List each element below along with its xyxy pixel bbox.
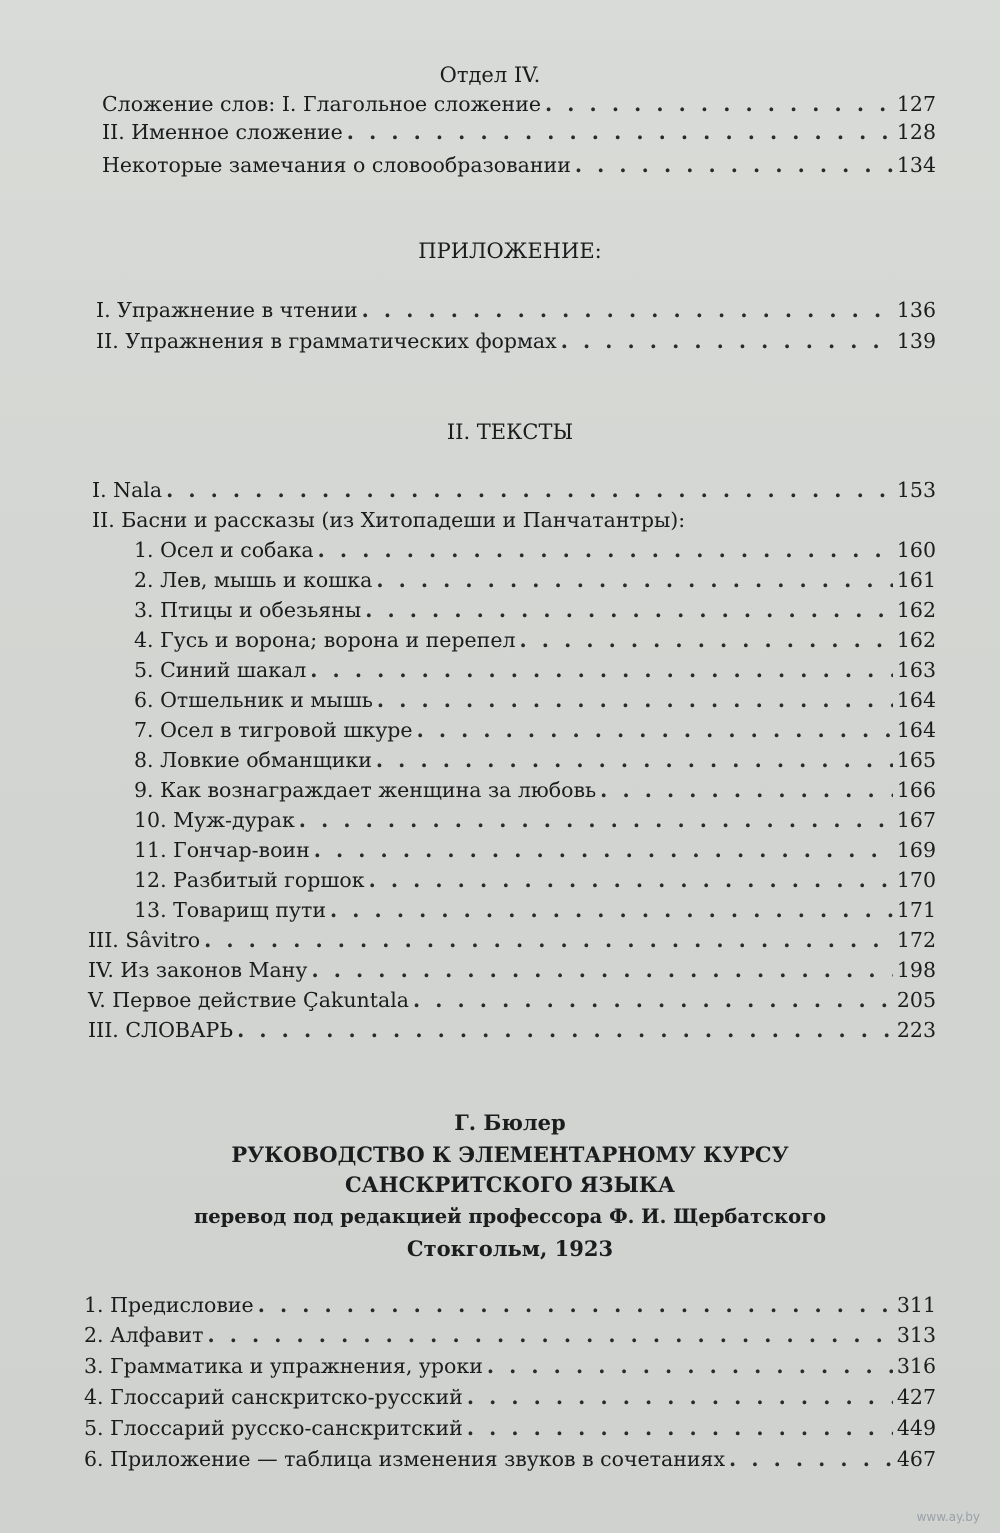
- toc-entry: [134, 900, 936, 921]
- leader-dots: [362, 300, 893, 321]
- toc-entry-page: 449: [896, 1416, 936, 1440]
- toc-entry-title: 9. Как вознаграждает женщина за любовь: [134, 778, 597, 802]
- toc-entry-title: V. Первое действие Çakuntala: [88, 988, 409, 1012]
- toc-entry: [134, 600, 936, 621]
- leader-dots: [166, 480, 893, 501]
- toc-entry: [92, 480, 936, 501]
- toc-entry-title: 11. Гончар-воин: [134, 838, 310, 862]
- toc-entry: [88, 930, 936, 951]
- toc-entry-page: 164: [896, 688, 936, 712]
- toc-entry: [134, 840, 936, 861]
- buhler-title-line2: САНСКРИТСКОГО ЯЗЫКА: [344, 1172, 676, 1197]
- leader-dots: [377, 690, 893, 711]
- toc-entry-page: 172: [896, 928, 936, 952]
- toc-entry-title: 8. Ловкие обманщики: [134, 748, 372, 772]
- toc-entry-title: 6. Приложение — таблица изменения звуков в сочетаниях: [84, 1447, 726, 1471]
- buhler-author: Г. Бюлер: [454, 1110, 566, 1135]
- toc-entry-title: 3. Птицы и обезьяны: [134, 598, 362, 622]
- toc-entry: [84, 1449, 936, 1470]
- toc-entry: [102, 155, 936, 176]
- toc-entry-title: IV. Из законов Ману: [88, 958, 308, 982]
- toc-entry-title: I. Nala: [92, 478, 163, 502]
- toc-entry-page: 164: [896, 718, 936, 742]
- toc-entry-page: 165: [896, 748, 936, 772]
- toc-entry-title: 1. Предисловие: [84, 1293, 254, 1317]
- leader-dots: [314, 840, 893, 861]
- section-iv-heading: Отдел IV.: [439, 63, 541, 87]
- toc-entry: [96, 300, 936, 321]
- toc-entry: [84, 1356, 936, 1377]
- toc-entry-title: 7. Осел в тигровой шкуре: [134, 718, 413, 742]
- leader-dots: [575, 155, 893, 176]
- toc-entry-page: 313: [896, 1323, 936, 1347]
- toc-entry: [134, 780, 936, 801]
- toc-entry-title: II. Именное сложение: [102, 120, 343, 144]
- toc-entry-title: 6. Отшельник и мышь: [134, 688, 373, 712]
- texts-heading: II. ТЕКСТЫ: [446, 420, 574, 444]
- toc-entry-page: 170: [896, 868, 936, 892]
- toc-entry: [134, 750, 936, 771]
- leader-dots: [487, 1356, 893, 1377]
- toc-entry-title: 4. Глоссарий санскритско-русский: [84, 1385, 463, 1409]
- toc-entry-page: 198: [896, 958, 936, 982]
- leader-dots: [729, 1449, 893, 1470]
- toc-entry: [88, 960, 936, 981]
- leader-dots: [330, 900, 893, 921]
- toc-entry-page: 316: [896, 1354, 936, 1378]
- toc-entry: [134, 870, 936, 891]
- buhler-place-year: Стокгольм, 1923: [406, 1236, 614, 1261]
- toc-entry-title: I. Упражнение в чтении: [96, 298, 358, 322]
- leader-dots: [365, 600, 893, 621]
- toc-entry-page: 171: [896, 898, 936, 922]
- watermark: www.ay.by: [916, 1510, 980, 1524]
- leader-dots: [311, 960, 892, 981]
- toc-entry-page: 153: [896, 478, 936, 502]
- toc-entry-page: 169: [896, 838, 936, 862]
- leader-dots: [600, 780, 893, 801]
- toc-entry: [84, 1387, 936, 1408]
- toc-entry-title: 10. Муж-дурак: [134, 808, 295, 832]
- toc-entry-title: 13. Товарищ пути: [134, 898, 326, 922]
- toc-entry-page: 128: [896, 120, 936, 144]
- leader-dots: [413, 990, 893, 1011]
- toc-entry: [134, 720, 936, 741]
- toc-entry-page: 223: [896, 1018, 936, 1042]
- leader-dots: [520, 630, 893, 651]
- toc-entry-title: 4. Гусь и ворона; ворона и перепел: [134, 628, 516, 652]
- toc-entry-page: 467: [896, 1447, 936, 1471]
- toc-entry-page: 162: [896, 598, 936, 622]
- toc-entry-title: 12. Разбитый горшок: [134, 868, 365, 892]
- toc-entry-title: 3. Грамматика и упражнения, уроки: [84, 1354, 483, 1378]
- toc-entry-title: 2. Алфавит: [84, 1323, 204, 1347]
- toc-entry-title: 2. Лев, мышь и кошка: [134, 568, 373, 592]
- toc-entry: [84, 1418, 936, 1439]
- toc-entry-title: III. Sâvitro: [88, 928, 201, 952]
- toc-entry-page: 163: [896, 658, 936, 682]
- toc-entry-page: 311: [896, 1293, 936, 1317]
- buhler-translation: перевод под редакцией профессора Ф. И. Щербатского: [193, 1205, 827, 1228]
- buhler-title-line1: РУКОВОДСТВО К ЭЛЕМЕНТАРНОМУ КУРСУ: [231, 1142, 789, 1167]
- toc-entry: [134, 660, 936, 681]
- leader-dots: [545, 94, 893, 115]
- leader-dots: [258, 1295, 893, 1316]
- toc-entry-page: 205: [896, 988, 936, 1012]
- appendix-heading: ПРИЛОЖЕНИЕ:: [418, 239, 602, 263]
- leader-dots: [417, 720, 893, 741]
- toc-entry: [102, 122, 936, 143]
- leader-dots: [207, 1325, 892, 1346]
- leader-dots: [369, 870, 893, 891]
- toc-entry: [96, 331, 936, 352]
- toc-entry-page: 166: [896, 778, 936, 802]
- toc-entry-page: 160: [896, 538, 936, 562]
- toc-entry: [88, 1020, 936, 1041]
- toc-entry: [84, 1325, 936, 1346]
- leader-dots: [347, 122, 893, 143]
- toc-entry-title: II. Упражнения в грамматических формах: [96, 329, 557, 353]
- toc-entry-title: Некоторые замечания о словообразовании: [102, 153, 571, 177]
- toc-entry: [88, 990, 936, 1011]
- toc-entry-title: III. СЛОВАРЬ: [88, 1018, 234, 1042]
- toc-entry: [102, 94, 936, 115]
- fables-heading: [92, 510, 936, 531]
- toc-entry-title: Сложение слов: I. Глагольное сложение: [102, 92, 541, 116]
- toc-entry-page: 134: [896, 153, 936, 177]
- toc-entry-page: 161: [896, 568, 936, 592]
- leader-dots: [310, 660, 893, 681]
- leader-dots: [376, 570, 893, 591]
- toc-entry-page: 162: [896, 628, 936, 652]
- toc-entry-page: 127: [896, 92, 936, 116]
- toc-entry-page: 139: [896, 329, 936, 353]
- toc-entry: [84, 1295, 936, 1316]
- toc-entry: [134, 630, 936, 651]
- leader-dots: [299, 810, 893, 831]
- fables-heading-text: II. Басни и рассказы (из Хитопадеши и Панчатантры):: [92, 508, 686, 532]
- leader-dots: [561, 331, 893, 352]
- toc-entry-title: 5. Синий шакал: [134, 658, 307, 682]
- toc-entry-page: 427: [896, 1385, 936, 1409]
- toc-entry: [134, 690, 936, 711]
- leader-dots: [376, 750, 893, 771]
- leader-dots: [467, 1418, 893, 1439]
- toc-entry-page: 136: [896, 298, 936, 322]
- toc-entry: [134, 810, 936, 831]
- toc-entry: [134, 540, 936, 561]
- toc-entry: [134, 570, 936, 591]
- leader-dots: [204, 930, 893, 951]
- leader-dots: [237, 1020, 893, 1041]
- toc-entry-page: 167: [896, 808, 936, 832]
- toc-entry-title: 5. Глоссарий русско-санскритский: [84, 1416, 463, 1440]
- leader-dots: [467, 1387, 893, 1408]
- leader-dots: [318, 540, 893, 561]
- toc-entry-title: 1. Осел и собака: [134, 538, 314, 562]
